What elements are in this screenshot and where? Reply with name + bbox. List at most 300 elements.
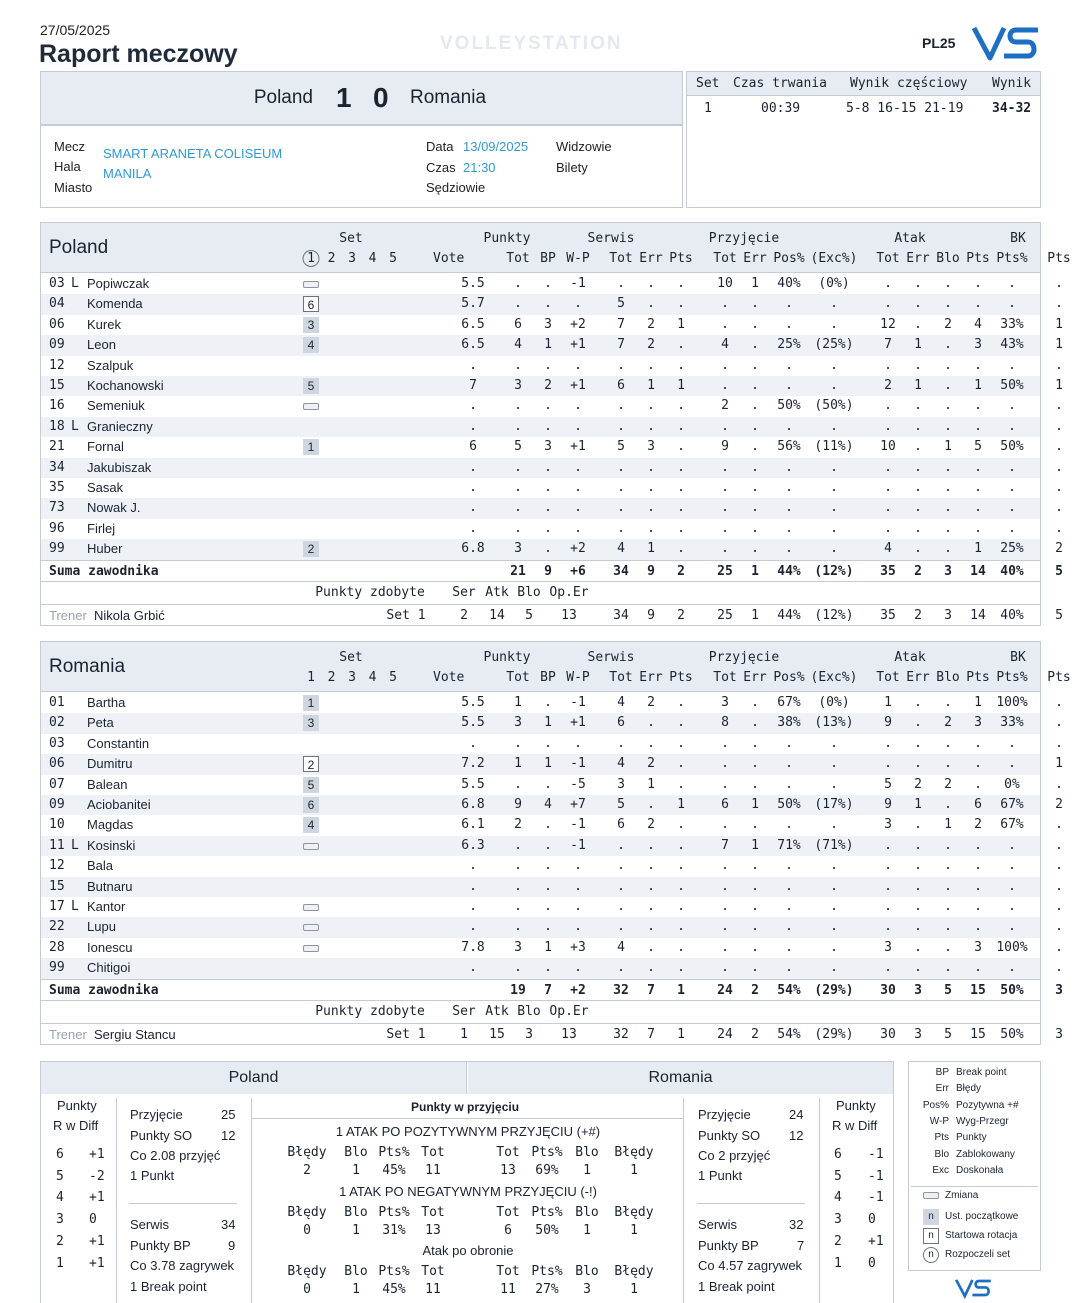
rotation-diff: -1 bbox=[868, 1168, 884, 1184]
stat-cell: 6 bbox=[617, 378, 625, 393]
stat-cell: 1 bbox=[974, 378, 982, 393]
player-number: 73 bbox=[49, 500, 65, 516]
stat-cell: . bbox=[751, 939, 759, 955]
stat-cell: . bbox=[544, 858, 552, 874]
rotation-position: 5 bbox=[303, 378, 319, 394]
legend-value: Punkty bbox=[956, 1132, 987, 1144]
stat-cell: . bbox=[514, 459, 522, 475]
stat-cell: . bbox=[514, 919, 522, 935]
stat-cell: . bbox=[944, 500, 952, 516]
away-bp-label: 1 Break point bbox=[698, 1279, 775, 1294]
stat-cell: 6 bbox=[617, 715, 625, 731]
legend-value: Zablokowany bbox=[956, 1148, 1015, 1160]
stat-cell: 67% bbox=[1000, 797, 1024, 812]
stat-cell: . bbox=[751, 459, 759, 475]
stat-cell: . bbox=[884, 276, 892, 291]
stat-cell: . bbox=[914, 858, 922, 874]
legend-value: Błędy bbox=[956, 1083, 982, 1095]
stat-cell: . bbox=[514, 960, 522, 976]
stat-cell: . bbox=[884, 919, 892, 935]
player-row bbox=[41, 897, 1063, 917]
stat-cell: 1 bbox=[914, 337, 922, 353]
stat-cell: 3 bbox=[514, 541, 522, 557]
stat-cell: . bbox=[830, 756, 838, 772]
stat-cell: (0%) bbox=[818, 695, 850, 710]
stat-cell: . bbox=[677, 715, 685, 731]
block-home-val: 1 bbox=[352, 1223, 360, 1238]
stat-cell: . bbox=[677, 756, 685, 772]
stat-cell: . bbox=[647, 520, 655, 536]
stat-cell: -5 bbox=[570, 776, 586, 792]
legend-key: Err bbox=[935, 1083, 949, 1095]
label-miasto: Miasto bbox=[54, 180, 93, 195]
stat-cell: . bbox=[944, 296, 952, 312]
player-name: Balean bbox=[87, 776, 128, 792]
block-away-head: Tot bbox=[496, 1205, 520, 1220]
stat-cell: . bbox=[1055, 919, 1063, 935]
block-away-head: Tot bbox=[496, 1145, 520, 1160]
pz-value: 3 bbox=[525, 1026, 533, 1042]
stat-cell: 3 bbox=[884, 939, 892, 955]
player-name: Sasak bbox=[87, 480, 124, 495]
total-cell: +2 bbox=[570, 982, 586, 998]
legend-panel bbox=[908, 1061, 1041, 1271]
pz-col: Ser bbox=[452, 1003, 476, 1019]
rotation-number: 3 bbox=[834, 1212, 842, 1228]
stat-cell: . bbox=[944, 695, 952, 710]
block-home-val: 45% bbox=[382, 1163, 406, 1178]
stat-cell: . bbox=[1055, 480, 1063, 495]
player-number: 09 bbox=[49, 337, 65, 353]
legend-key: Pts bbox=[934, 1132, 949, 1144]
legend-key: Pos% bbox=[922, 1099, 949, 1111]
player-number: 28 bbox=[49, 939, 65, 955]
legend-ust: Ust. początkowe bbox=[945, 1211, 1019, 1222]
away-co2-label: Co 4.57 zagrywek bbox=[698, 1258, 803, 1273]
pz-value: 1 bbox=[751, 607, 759, 623]
block-away-head: Błędy bbox=[614, 1264, 654, 1279]
stat-cell: 1 bbox=[914, 378, 922, 393]
footer-logo-icon bbox=[954, 1276, 994, 1303]
stat-cell: . bbox=[944, 520, 952, 536]
stat-cell: . bbox=[469, 480, 477, 495]
player-row bbox=[41, 713, 1063, 733]
stat-cell: +1 bbox=[570, 715, 586, 731]
group-atak: Atak bbox=[894, 231, 926, 246]
col-err-5: Err bbox=[639, 670, 663, 685]
player-row bbox=[41, 356, 1063, 376]
team-table-poland bbox=[40, 222, 1071, 626]
legend-key: W-P bbox=[929, 1115, 949, 1127]
col-duration: Czas trwania bbox=[733, 76, 827, 91]
coach-label: Trener bbox=[49, 1026, 87, 1042]
stat-cell: 50% bbox=[777, 398, 801, 414]
stat-cell: . bbox=[677, 735, 685, 751]
block-home-head: Blo bbox=[344, 1145, 368, 1160]
stat-cell: . bbox=[1008, 418, 1016, 434]
stat-cell: . bbox=[974, 500, 982, 516]
stat-cell: 4 bbox=[514, 337, 522, 353]
stat-cell: . bbox=[469, 919, 477, 935]
label-czas: Czas bbox=[426, 160, 456, 175]
pz-value: 40% bbox=[1000, 607, 1024, 623]
stat-cell: 1 bbox=[914, 797, 922, 812]
total-cell: +6 bbox=[570, 563, 586, 579]
block-away-val: 27% bbox=[535, 1282, 559, 1297]
stat-cell: . bbox=[721, 541, 729, 557]
rotation-diff: 0 bbox=[868, 1212, 876, 1228]
group-serwis: Serwis bbox=[587, 231, 635, 246]
away-pbp-value: 7 bbox=[797, 1238, 805, 1253]
stat-cell: . bbox=[944, 960, 952, 976]
total-cell: 40% bbox=[1000, 563, 1024, 579]
rotation-position: 3 bbox=[303, 715, 319, 731]
stat-cell: . bbox=[944, 378, 952, 393]
block-home-val: 13 bbox=[425, 1223, 441, 1238]
stat-cell: 7 bbox=[617, 316, 625, 332]
pz-value: 13 bbox=[561, 607, 577, 623]
stat-cell: . bbox=[914, 817, 922, 833]
stat-cell: . bbox=[785, 459, 793, 475]
stat-cell: 1 bbox=[884, 695, 892, 710]
match-date: 13/09/2025 bbox=[463, 139, 529, 154]
player-number: 99 bbox=[49, 960, 65, 976]
stat-cell: . bbox=[944, 357, 952, 373]
player-row bbox=[41, 315, 1063, 335]
block-away-head: Pts% bbox=[531, 1145, 563, 1160]
label-sedziowie: Sędziowie bbox=[426, 180, 486, 195]
rotation-diff: +1 bbox=[89, 1233, 105, 1249]
player-number: 09 bbox=[49, 797, 65, 812]
set-num-2: 2 bbox=[327, 251, 336, 266]
pz-value: 30 bbox=[880, 1026, 896, 1042]
stat-cell: . bbox=[721, 735, 729, 751]
stat-cell: . bbox=[544, 459, 552, 475]
stat-cell: . bbox=[974, 960, 982, 976]
stat-cell: . bbox=[785, 858, 793, 874]
stat-cell: 50% bbox=[777, 797, 801, 812]
player-name: Kantor bbox=[87, 899, 126, 914]
group-punkty: Punkty bbox=[483, 231, 531, 246]
player-number: 18 bbox=[49, 418, 65, 434]
stat-cell: . bbox=[914, 418, 922, 434]
cmp-home-header: Poland bbox=[41, 1062, 466, 1094]
col-pts-15: Pts% bbox=[996, 251, 1028, 266]
stat-cell: 2 bbox=[1055, 797, 1063, 812]
stat-cell: . bbox=[677, 418, 685, 434]
stat-cell: . bbox=[677, 296, 685, 312]
stat-cell: 5.5 bbox=[461, 715, 485, 731]
stat-cell: 4 bbox=[617, 541, 625, 557]
total-cell: 34 bbox=[613, 563, 629, 579]
stat-cell: +3 bbox=[570, 939, 586, 955]
block-away-head: Tot bbox=[496, 1264, 520, 1279]
stat-cell: 2 bbox=[647, 337, 655, 353]
stat-cell: . bbox=[830, 541, 838, 557]
stat-cell: 1 bbox=[514, 695, 522, 710]
stat-cell: (17%) bbox=[814, 797, 854, 812]
stat-cell: . bbox=[944, 756, 952, 772]
stat-cell: . bbox=[1008, 357, 1016, 373]
stat-cell: 7.8 bbox=[461, 939, 485, 955]
player-number: 12 bbox=[49, 357, 65, 373]
legend-zmiana: Zmiana bbox=[945, 1190, 979, 1201]
stat-cell: 6.3 bbox=[461, 837, 485, 853]
stat-cell: . bbox=[785, 919, 793, 935]
total-cell: 3 bbox=[914, 982, 922, 998]
block-away-val: 69% bbox=[535, 1163, 559, 1178]
substitution-icon bbox=[923, 1192, 939, 1199]
stat-cell: 12 bbox=[880, 316, 896, 332]
libero-mark: L bbox=[71, 418, 79, 434]
player-number: 99 bbox=[49, 541, 65, 557]
rotation-diff: -1 bbox=[868, 1190, 884, 1206]
player-row bbox=[41, 335, 1063, 355]
stat-cell: . bbox=[647, 939, 655, 955]
stat-cell: 3 bbox=[884, 817, 892, 833]
stat-cell: . bbox=[751, 919, 759, 935]
stat-cell: . bbox=[944, 858, 952, 874]
stat-cell: . bbox=[830, 418, 838, 434]
group-bk: BK bbox=[1010, 650, 1026, 665]
rotation-position: 5 bbox=[303, 777, 319, 793]
stat-cell: . bbox=[1055, 837, 1063, 853]
player-number: 04 bbox=[49, 296, 65, 312]
stat-cell: . bbox=[721, 919, 729, 935]
stat-cell: . bbox=[677, 960, 685, 976]
rotation-position: 6 bbox=[303, 797, 319, 813]
pz-col: Blo bbox=[517, 584, 541, 600]
player-row bbox=[41, 437, 1063, 457]
substitution-icon bbox=[303, 945, 319, 952]
player-row bbox=[41, 917, 1063, 937]
rotation-diff: -2 bbox=[89, 1168, 105, 1184]
stat-cell: . bbox=[544, 276, 552, 291]
pz-value: 25 bbox=[717, 607, 733, 623]
group-bk: BK bbox=[1010, 231, 1026, 246]
stat-cell: . bbox=[785, 418, 793, 434]
total-cell: 1 bbox=[677, 982, 685, 998]
player-name: Constantin bbox=[87, 735, 150, 751]
stat-cell: . bbox=[544, 735, 552, 751]
pz-col: Op.Er bbox=[549, 1003, 589, 1019]
stat-cell: . bbox=[974, 878, 982, 894]
player-row bbox=[41, 376, 1063, 396]
stat-cell: . bbox=[1055, 878, 1063, 894]
stat-cell: . bbox=[944, 480, 952, 495]
block-home-val: 11 bbox=[425, 1163, 441, 1178]
stat-cell: . bbox=[544, 878, 552, 894]
block-away-head: Pts% bbox=[531, 1205, 563, 1220]
player-row bbox=[41, 815, 1063, 835]
label-hala: Hala bbox=[54, 159, 81, 174]
stat-cell: . bbox=[1055, 357, 1063, 373]
legend-value: Pozytywna +# bbox=[956, 1099, 1019, 1111]
block-home-val: 2 bbox=[303, 1163, 311, 1178]
stat-cell: . bbox=[677, 817, 685, 833]
stat-cell: . bbox=[617, 520, 625, 536]
stat-cell: 1 bbox=[544, 337, 552, 353]
stat-cell: . bbox=[544, 500, 552, 516]
stat-cell: 2 bbox=[884, 378, 892, 393]
stat-cell: . bbox=[914, 899, 922, 914]
total-cell: 7 bbox=[544, 982, 552, 998]
stat-cell: . bbox=[974, 756, 982, 772]
stat-cell: . bbox=[544, 520, 552, 536]
stat-cell: . bbox=[944, 418, 952, 434]
stat-cell: . bbox=[1055, 296, 1063, 312]
stat-cell: . bbox=[751, 715, 759, 731]
stat-cell: +2 bbox=[570, 541, 586, 557]
stat-cell: 5 bbox=[884, 776, 892, 792]
stat-cell: . bbox=[647, 296, 655, 312]
stat-cell: . bbox=[944, 735, 952, 751]
col-vote-0: Vote bbox=[433, 251, 465, 266]
col-exc-10: (Exc%) bbox=[810, 670, 858, 685]
rotation-number: 3 bbox=[56, 1212, 64, 1228]
stat-cell: . bbox=[914, 520, 922, 536]
pz-col: Blo bbox=[517, 1003, 541, 1019]
group-przyjęcie: Przyjęcie bbox=[708, 231, 780, 246]
set-num-3: 3 bbox=[348, 670, 356, 685]
pz-value: 7 bbox=[647, 1026, 655, 1042]
total-cell: 30 bbox=[880, 982, 896, 998]
pz-value: 5 bbox=[944, 1026, 952, 1042]
stat-cell: . bbox=[785, 817, 793, 833]
stat-cell: 7 bbox=[884, 337, 892, 353]
stat-cell: . bbox=[751, 776, 759, 792]
stat-cell: . bbox=[944, 276, 952, 291]
stat-cell: 3 bbox=[514, 378, 522, 393]
stat-cell: . bbox=[1008, 878, 1016, 894]
substitution-icon bbox=[303, 843, 319, 850]
stat-cell: 1 bbox=[1055, 337, 1063, 353]
col-pts-14: Pts bbox=[966, 251, 990, 266]
col-wp-3: W-P bbox=[566, 251, 590, 266]
stat-cell: . bbox=[884, 480, 892, 495]
stat-cell: . bbox=[514, 398, 522, 414]
stat-cell: . bbox=[1055, 500, 1063, 516]
player-name: Magdas bbox=[87, 817, 134, 833]
stat-cell: 1 bbox=[677, 378, 685, 393]
stat-cell: 1 bbox=[514, 756, 522, 772]
stat-cell: 3 bbox=[721, 695, 729, 710]
stat-cell: . bbox=[677, 858, 685, 874]
stat-cell: 9 bbox=[514, 797, 522, 812]
col-pts-16: Pts bbox=[1047, 251, 1071, 266]
pz-value: 2 bbox=[751, 1026, 759, 1042]
stat-cell: . bbox=[914, 756, 922, 772]
stat-cell: . bbox=[830, 960, 838, 976]
total-cell: 54% bbox=[777, 982, 801, 998]
stat-cell: . bbox=[469, 960, 477, 976]
legend-rozp: Rozpoczeli set bbox=[945, 1249, 1011, 1260]
player-row bbox=[41, 539, 1063, 559]
stat-cell: . bbox=[751, 398, 759, 414]
stat-cell: . bbox=[944, 337, 952, 353]
player-name: Huber bbox=[87, 541, 123, 557]
stat-cell: . bbox=[721, 357, 729, 373]
stat-cell: 2 bbox=[944, 715, 952, 731]
center-title: Punkty w przyjęciu bbox=[411, 1100, 520, 1114]
total-cell: 9 bbox=[647, 563, 655, 579]
stat-cell: . bbox=[944, 459, 952, 475]
stat-cell: . bbox=[617, 837, 625, 853]
stat-cell: . bbox=[944, 878, 952, 894]
stat-cell: . bbox=[617, 276, 625, 291]
coach-name: Nikola Grbić bbox=[94, 607, 165, 623]
stat-cell: . bbox=[617, 398, 625, 414]
stat-cell: . bbox=[544, 919, 552, 935]
col-err-5: Err bbox=[639, 251, 663, 266]
stat-cell: 10 bbox=[717, 276, 733, 291]
player-row bbox=[41, 795, 1063, 815]
stat-cell: 6 bbox=[974, 797, 982, 812]
rotation-number: 6 bbox=[834, 1147, 842, 1162]
stat-cell: -1 bbox=[570, 276, 586, 291]
stat-cell: 3 bbox=[974, 337, 982, 353]
legend-start: Startowa rotacja bbox=[945, 1230, 1018, 1241]
stat-cell: 6 bbox=[617, 817, 625, 833]
stat-cell: . bbox=[514, 878, 522, 894]
set-num-4: 4 bbox=[368, 251, 377, 266]
venue-hall: SMART ARANETA COLISEUM bbox=[103, 146, 283, 161]
stat-cell: 3 bbox=[617, 776, 625, 792]
stat-cell: . bbox=[469, 520, 477, 536]
stat-cell: . bbox=[974, 899, 982, 914]
label-widzowie: Widzowie bbox=[556, 139, 612, 154]
stat-cell: . bbox=[1008, 500, 1016, 516]
stat-cell: . bbox=[677, 357, 685, 373]
block-away-val: 1 bbox=[630, 1223, 638, 1238]
libero-mark: L bbox=[71, 276, 79, 291]
stat-cell: 5 bbox=[617, 296, 625, 312]
total-cell: 5 bbox=[944, 982, 952, 998]
rotation-number: 5 bbox=[56, 1168, 64, 1184]
set-num-3: 3 bbox=[348, 251, 356, 266]
player-row bbox=[41, 498, 1063, 518]
stat-cell: . bbox=[544, 899, 552, 914]
total-cell: 24 bbox=[717, 982, 733, 998]
set-partial: 5-8 16-15 21-19 bbox=[846, 101, 964, 116]
stat-cell: 7 bbox=[721, 837, 729, 853]
total-cell: (12%) bbox=[814, 563, 854, 579]
stat-cell: . bbox=[617, 899, 625, 914]
stat-cell: . bbox=[785, 480, 793, 495]
stat-cell: . bbox=[914, 459, 922, 475]
player-number: 34 bbox=[49, 459, 65, 475]
stat-cell: . bbox=[974, 357, 982, 373]
stat-cell: . bbox=[751, 480, 759, 495]
col-pts-6: Pts bbox=[669, 670, 693, 685]
stat-cell: . bbox=[721, 899, 729, 914]
player-name: Kochanowski bbox=[87, 378, 164, 393]
legend-value: Doskonała bbox=[956, 1164, 1004, 1176]
stat-cell: . bbox=[751, 756, 759, 772]
stat-cell: . bbox=[1008, 735, 1016, 751]
stat-cell: . bbox=[830, 459, 838, 475]
rotation-diff: +1 bbox=[89, 1190, 105, 1206]
rotation-number: 2 bbox=[56, 1233, 64, 1249]
stat-cell: . bbox=[677, 459, 685, 475]
stat-cell: . bbox=[617, 735, 625, 751]
col-bp-2: BP bbox=[540, 670, 556, 685]
player-name: Ionescu bbox=[87, 939, 133, 955]
stat-cell: . bbox=[647, 715, 655, 731]
stat-cell: . bbox=[751, 418, 759, 434]
pz-value: 34 bbox=[613, 607, 629, 623]
stat-cell: 6.5 bbox=[461, 337, 485, 353]
